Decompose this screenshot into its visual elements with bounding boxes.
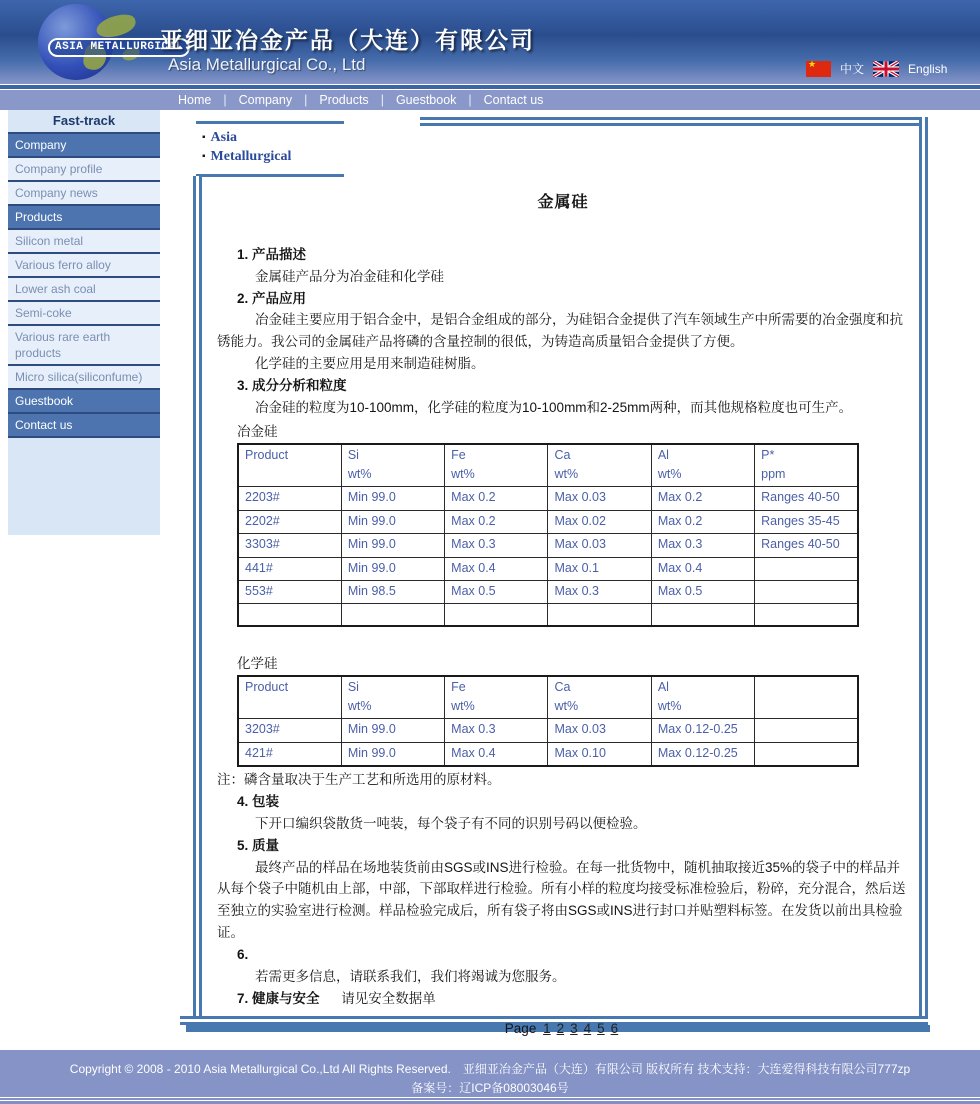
nav-separator: | bbox=[468, 93, 472, 107]
cell: Max 0.4 bbox=[445, 742, 548, 766]
page-link-1[interactable]: 1 bbox=[543, 1020, 551, 1036]
cell: Min 99.0 bbox=[341, 742, 444, 766]
section-5-body: 最终产品的样品在场地装货前由SGS或INS进行检验。在每一批货物中，随机抽取接近35%的袋子中的样品并从每个袋子中随机由上部，中部，下部取样进行检验。所有小样的粒度均接受标准检验后，粉碎，充分混合，然后送至独立的实验室进行检测。样品检验完成后，所有袋子将由SGS或INS进行封口并贴塑料标签。在发货以前出具检验证。 bbox=[217, 859, 906, 941]
cell: 553# bbox=[238, 580, 341, 603]
frame-top-line bbox=[420, 117, 928, 126]
company-title-en: Asia Metallurgical Co., Ltd bbox=[168, 55, 366, 74]
uk-flag-icon[interactable] bbox=[873, 61, 899, 77]
bullet-icon: ▪ bbox=[202, 150, 206, 162]
flag-star-icon: ★ bbox=[808, 58, 817, 69]
phosphorus-note: 注：磷含量取决于生产工艺和所选用的原材料。 bbox=[217, 772, 501, 788]
cell bbox=[651, 604, 754, 626]
lang-english-link[interactable]: English bbox=[908, 61, 948, 76]
sidebar-title: Fast-track bbox=[52, 113, 116, 128]
sidebar-item-products[interactable]: Products bbox=[8, 204, 160, 228]
cell: 3203# bbox=[238, 719, 341, 742]
cell: Max 0.3 bbox=[445, 534, 548, 557]
sidebar-item-semi-coke[interactable]: Semi-coke bbox=[8, 300, 160, 324]
sidebar-item-company-news[interactable]: Company news bbox=[8, 180, 160, 204]
header-cell: Ca wt% bbox=[548, 676, 651, 719]
section-7-suffix: 请见安全数据单 bbox=[341, 990, 436, 1006]
footer bbox=[0, 1050, 980, 1097]
cell: Min 99.0 bbox=[341, 534, 444, 557]
globe-continent-shape bbox=[94, 12, 137, 40]
cell bbox=[445, 604, 548, 626]
cell: Max 0.12-0.25 bbox=[651, 719, 754, 742]
nav-guestbook[interactable]: Guestbook bbox=[395, 93, 457, 107]
table-row bbox=[238, 534, 858, 557]
cell bbox=[755, 742, 858, 766]
cell: Max 0.12-0.25 bbox=[651, 742, 754, 766]
sidebar-item-silicon-metal[interactable]: Silicon metal bbox=[8, 228, 160, 252]
section-5-heading: 5. 质量 bbox=[237, 837, 280, 853]
cell: Ranges 40-50 bbox=[755, 487, 858, 510]
cell bbox=[755, 580, 858, 603]
page-link-5[interactable]: 5 bbox=[597, 1020, 605, 1036]
pagination-label: Page bbox=[504, 1020, 537, 1036]
main-nav bbox=[0, 90, 980, 110]
cell: 3303# bbox=[238, 534, 341, 557]
header-cell: Si wt% bbox=[341, 444, 444, 487]
lang-chinese-link[interactable]: 中文 bbox=[840, 62, 865, 76]
section-2-paragraph-2: 化学硅的主要应用是用来制造硅树脂。 bbox=[255, 356, 485, 372]
globe-logo-icon[interactable] bbox=[38, 4, 183, 80]
cell bbox=[548, 604, 651, 626]
copyright-line: Copyright © 2008 - 2010 Asia Metallurgical Co.,Ltd All Rights Reserved. 亚细亚冶金产品（大连）有限公司 版权所有 技术支持：大连爱得科技有限公司777zp bbox=[69, 1062, 911, 1076]
frame-right-line bbox=[919, 117, 928, 1023]
cell: Max 0.03 bbox=[548, 487, 651, 510]
sidebar-item-guestbook[interactable]: Guestbook bbox=[8, 388, 160, 412]
breadcrumb-label: Asia bbox=[210, 130, 237, 145]
nav-separator: | bbox=[223, 93, 227, 107]
page-link-2[interactable]: 2 bbox=[556, 1020, 565, 1036]
cell: Max 0.03 bbox=[548, 719, 651, 742]
section-7-heading: 7. 健康与安全 bbox=[237, 990, 320, 1006]
cell bbox=[755, 557, 858, 580]
header-cell: Ca wt% bbox=[548, 444, 651, 487]
cell: Max 0.4 bbox=[445, 557, 548, 580]
sidebar-item-lower-ash-coal[interactable]: Lower ash coal bbox=[8, 276, 160, 300]
nav-separator: | bbox=[304, 93, 308, 107]
cell: Max 0.2 bbox=[445, 487, 548, 510]
cell: Min 99.0 bbox=[341, 487, 444, 510]
chemical-silicon-table bbox=[237, 675, 859, 768]
nav-home[interactable]: Home bbox=[178, 93, 212, 107]
cell bbox=[755, 604, 858, 626]
company-title-zh: 亚细亚冶金产品（大连）有限公司 bbox=[160, 27, 535, 53]
pagination bbox=[217, 1018, 909, 1040]
cell: Max 0.3 bbox=[548, 580, 651, 603]
header-cell: Al wt% bbox=[651, 676, 754, 719]
cell: Max 0.3 bbox=[445, 719, 548, 742]
cell: Min 99.0 bbox=[341, 557, 444, 580]
bullet-icon: ▪ bbox=[202, 132, 206, 143]
cell: Min 98.5 bbox=[341, 580, 444, 603]
cell: Min 99.0 bbox=[341, 510, 444, 533]
table2-label: 化学硅 bbox=[237, 655, 278, 671]
page-link-3[interactable]: 3 bbox=[570, 1020, 578, 1036]
cell: Ranges 35-45 bbox=[755, 510, 858, 533]
table-row bbox=[238, 604, 858, 626]
cell: 441# bbox=[238, 557, 341, 580]
nav-contact-us[interactable]: Contact us bbox=[483, 93, 544, 107]
cell: Max 0.03 bbox=[548, 534, 651, 557]
table-row bbox=[238, 510, 858, 533]
cell: Min 99.0 bbox=[341, 719, 444, 742]
cell: 421# bbox=[238, 742, 341, 766]
cell: 2203# bbox=[238, 487, 341, 510]
section-4-heading: 4. 包装 bbox=[237, 793, 280, 809]
table-row bbox=[238, 557, 858, 580]
header bbox=[0, 0, 980, 84]
section-6-body: 若需更多信息，请联系我们，我们将竭诚为您服务。 bbox=[255, 968, 566, 984]
section-3-heading: 3. 成分分析和粒度 bbox=[237, 378, 347, 394]
cell bbox=[238, 604, 341, 626]
icp-line: 备案号：辽ICP备08003046号 bbox=[411, 1080, 569, 1095]
section-7-line bbox=[237, 988, 909, 1010]
header-cell: P* ppm bbox=[755, 444, 858, 487]
cell: Max 0.3 bbox=[651, 534, 754, 557]
section-3-body: 冶金硅的粒度为10-100mm，化学硅的粒度为10-100mm和2-25mm两种，而其他规格粒度也可生产。 bbox=[255, 399, 853, 415]
sidebar-item-company[interactable]: Company bbox=[8, 132, 160, 156]
table-row bbox=[238, 742, 858, 766]
cell: Max 0.5 bbox=[651, 580, 754, 603]
metallurgical-silicon-table bbox=[237, 443, 859, 627]
header-cell: Product bbox=[238, 444, 341, 487]
section-1-body: 金属硅产品分为冶金硅和化学硅 bbox=[255, 268, 444, 284]
cell: Max 0.4 bbox=[651, 557, 754, 580]
table1-label: 冶金硅 bbox=[237, 423, 278, 439]
nav-separator: | bbox=[380, 93, 384, 107]
cell: Max 0.2 bbox=[651, 510, 754, 533]
table-row bbox=[238, 580, 858, 603]
table-row bbox=[238, 719, 858, 742]
breadcrumb-label: Metallurgical bbox=[210, 148, 292, 164]
cell: Max 0.02 bbox=[548, 510, 651, 533]
section-4-body: 下开口编织袋散货一吨装，每个袋子有不同的识别号码以便检验。 bbox=[255, 815, 647, 831]
cell bbox=[341, 604, 444, 626]
sidebar-item-contact-us[interactable]: Contact us bbox=[8, 412, 160, 438]
cell: 2202# bbox=[238, 510, 341, 533]
header-cell: Si wt% bbox=[341, 676, 444, 719]
cell: Max 0.2 bbox=[445, 510, 548, 533]
main-content bbox=[217, 180, 909, 1039]
header-cell: Al wt% bbox=[651, 444, 754, 487]
section-6-heading: 6. bbox=[237, 947, 249, 962]
china-flag-icon[interactable] bbox=[806, 58, 831, 77]
header-cell: Product bbox=[238, 676, 341, 719]
sidebar-item-various-ferro-alloy[interactable]: Various ferro alloy bbox=[8, 252, 160, 276]
page-link-4[interactable]: 4 bbox=[583, 1020, 592, 1036]
header-cell bbox=[755, 676, 858, 719]
sidebar-item-rare-earth-products[interactable]: Various rare earth products bbox=[8, 324, 160, 364]
cell bbox=[755, 719, 858, 742]
footer-stripe bbox=[0, 1098, 980, 1100]
frame-left-line bbox=[193, 176, 202, 1023]
header-cell: Fe wt% bbox=[445, 444, 548, 487]
logo-text: ASIA METALLURGICAL bbox=[48, 38, 190, 57]
section-1-heading: 1. 产品描述 bbox=[237, 246, 307, 262]
breadcrumb bbox=[196, 121, 344, 177]
page-link-6[interactable]: 6 bbox=[610, 1020, 619, 1036]
sidebar-item-micro-silica[interactable]: Micro silica(siliconfume) bbox=[8, 364, 160, 388]
section-2-heading: 2. 产品应用 bbox=[237, 290, 307, 306]
breadcrumb-item-asia[interactable] bbox=[202, 129, 338, 148]
cell: Max 0.1 bbox=[548, 557, 651, 580]
cell: Ranges 40-50 bbox=[755, 534, 858, 557]
cell: Max 0.10 bbox=[548, 742, 651, 766]
breadcrumb-item-metallurgical[interactable] bbox=[202, 148, 338, 167]
language-switcher bbox=[806, 60, 947, 77]
page-title: 金属硅 bbox=[537, 194, 589, 211]
nav-company[interactable]: Company bbox=[238, 93, 293, 107]
section-2-paragraph-1: 冶金硅主要应用于铝合金中，是铝合金组成的部分，为硅铝合金提供了汽车领域生产中所需要的冶金强度和抗锈能力。我公司的金属硅产品将磷的含量控制的很低，为铸造高质量铝合金提供了方便。 bbox=[217, 312, 903, 350]
cell: Max 0.5 bbox=[445, 580, 548, 603]
header-cell: Fe wt% bbox=[445, 676, 548, 719]
cell: Max 0.2 bbox=[651, 487, 754, 510]
sidebar bbox=[8, 110, 160, 535]
table-row bbox=[238, 487, 858, 510]
table-header-row bbox=[238, 676, 858, 719]
sidebar-item-company-profile[interactable]: Company profile bbox=[8, 156, 160, 180]
nav-products[interactable]: Products bbox=[319, 93, 369, 107]
table-header-row bbox=[238, 444, 858, 487]
